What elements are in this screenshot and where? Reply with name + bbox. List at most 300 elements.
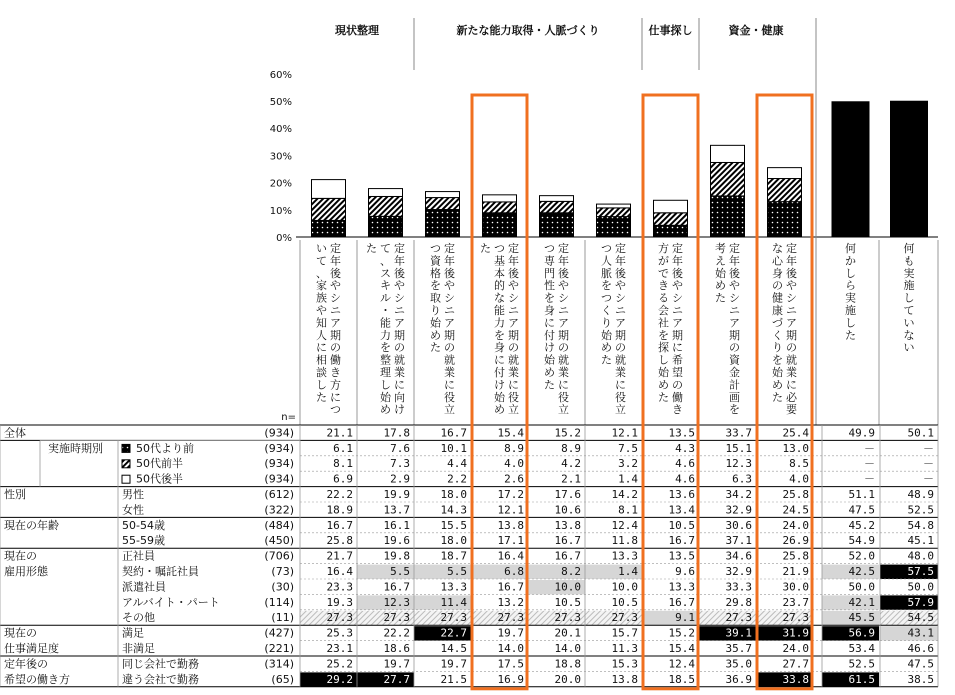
bar-segment: [483, 195, 517, 202]
cell-value: 27.3: [440, 611, 467, 625]
bar-segment: [711, 162, 745, 195]
cell-value: 18.7: [440, 549, 467, 563]
cell-value: 8.1: [618, 503, 638, 517]
column-label-char: を: [544, 291, 555, 305]
column-label-char: 始: [772, 366, 783, 379]
column-label-char: る: [658, 291, 669, 305]
column-label-char: め: [380, 403, 391, 417]
cell-value: 13.2: [497, 595, 524, 609]
cell-value: 16.9: [497, 672, 524, 686]
column-label-char: 談: [316, 366, 327, 379]
cell-value: 13.7: [383, 503, 410, 517]
column-label-char: り: [430, 304, 441, 317]
bar-segment: [426, 210, 460, 237]
column-label-char: え: [715, 254, 726, 268]
cell-value: 30.0: [782, 580, 809, 594]
cell-value: 5.5: [447, 565, 467, 578]
cell-value: 49.9: [848, 426, 875, 440]
column-label-char: め: [772, 378, 783, 392]
cell-value: 19.3: [326, 595, 353, 609]
column-label-char: の: [615, 341, 626, 355]
column-label-char: 健: [772, 291, 783, 305]
column-label-char: ア: [558, 316, 569, 330]
cell-value: 7.6: [390, 441, 410, 455]
cell-value: 36.9: [725, 672, 752, 686]
cell-value: 17.8: [383, 426, 410, 440]
cell-value: 23.1: [326, 642, 353, 655]
column-label-char: 実: [903, 266, 915, 280]
column-label-char: 画: [729, 390, 740, 404]
column-label-char: い: [316, 242, 327, 255]
cell-value: 18.9: [326, 503, 353, 517]
column-label-char: 就: [444, 353, 455, 367]
row-category: 現在の年齢: [4, 518, 59, 532]
cell-value: 1.4: [618, 472, 638, 486]
column-label-char: 向: [394, 390, 405, 404]
column-label-char: 定: [786, 242, 797, 255]
cell-value: 19.7: [383, 657, 410, 671]
bar-segment: [597, 204, 631, 208]
column-label-char: 探: [658, 341, 669, 355]
row-category: 全体: [4, 426, 26, 440]
cell-value: 22.2: [326, 488, 353, 501]
column-label-char: り: [601, 316, 612, 330]
column-label-char: に: [544, 316, 555, 330]
column-label-char: 能: [380, 316, 391, 330]
column-label-char: ア: [672, 316, 683, 330]
bar-segment: [654, 225, 688, 237]
column-label-char: 年: [729, 254, 740, 268]
cell-value: 23.7: [782, 595, 809, 609]
cell-value: 16.7: [383, 580, 410, 594]
column-label-char: 社: [658, 316, 669, 330]
row-label: 50-54歳: [122, 518, 165, 532]
cell-value: 10.0: [611, 580, 638, 594]
column-label-char: 整: [380, 353, 391, 367]
column-label-char: つ: [601, 291, 612, 305]
row-label: 正社員: [122, 549, 155, 563]
cell-value: 13.5: [668, 426, 695, 440]
column-label-char: 期: [672, 328, 683, 342]
column-label: [316, 242, 342, 416]
cell-value: 4.0: [789, 472, 809, 486]
cell-value: 20.0: [554, 672, 581, 686]
column-label-char: け: [544, 341, 555, 355]
column-label-char: く: [772, 328, 783, 342]
column-label-char: 始: [601, 328, 612, 342]
column-label-char: 性: [544, 279, 555, 293]
cell-value: 45.1: [907, 534, 934, 548]
column-label-char: ニ: [394, 304, 405, 317]
column-label-char: シ: [672, 291, 683, 305]
cell-value: 61.5: [848, 672, 875, 686]
column-label-char: 能: [494, 304, 505, 317]
cell-value: 18.6: [383, 642, 410, 655]
column-label-char: 後: [786, 266, 797, 280]
cell-value: 16.7: [554, 534, 581, 548]
cell-value: 39.1: [725, 626, 752, 640]
cell-value: 10.5: [554, 595, 581, 609]
cell-value: 50.0: [907, 580, 934, 594]
cell-value: 27.7: [383, 672, 410, 686]
column-label-char: 脈: [601, 266, 612, 280]
row-n: (11): [271, 611, 294, 625]
cell-value: 24.0: [782, 518, 809, 532]
cell-value: 33.3: [725, 580, 752, 594]
cell-value: 2.9: [390, 472, 410, 486]
column-label-char: り: [772, 341, 783, 355]
cell-value: 19.9: [383, 488, 410, 501]
cell-value: 27.3: [725, 611, 752, 625]
column-label-char: 就: [786, 353, 797, 367]
cell-value: 18.8: [554, 657, 581, 671]
column-label-char: 格: [430, 266, 441, 280]
column-label-char: た: [715, 291, 726, 305]
cell-value: 9.1: [675, 611, 695, 625]
row-n: (314): [264, 657, 294, 671]
bar-segment: [597, 217, 631, 237]
cell-value: 13.4: [668, 503, 695, 517]
column-label-char: や: [615, 279, 626, 293]
cell-value: 13.3: [611, 549, 638, 563]
cell-value: 19.6: [383, 534, 410, 548]
column-label-char: め: [430, 328, 441, 342]
bar-segment: [426, 192, 460, 198]
column-label-char: 付: [544, 328, 555, 342]
cell-value: 43.1: [907, 626, 934, 640]
column-label-char: 期: [786, 328, 797, 342]
column-label-char: た: [658, 390, 669, 404]
column-label-char: め: [494, 403, 505, 417]
column-label-char: 会: [658, 304, 669, 317]
column-label-char: の: [772, 279, 783, 293]
column-label-char: 立: [444, 403, 455, 417]
column-label-char: 後: [558, 266, 569, 280]
cell-value: 21.9: [782, 565, 809, 578]
row-label: 派遣社員: [122, 580, 166, 594]
cell-value: －: [864, 457, 875, 471]
cell-value: 57.5: [907, 565, 934, 578]
cell-value: 16.7: [440, 426, 467, 440]
column-label-char: 後: [615, 266, 626, 280]
column-label-char: 知: [316, 316, 327, 330]
cell-value: 8.1: [333, 457, 353, 471]
column-label-char: 就: [508, 353, 519, 367]
column-label-char: ニ: [444, 304, 455, 317]
cell-value: 13.5: [668, 549, 695, 563]
cell-value: 15.7: [611, 626, 638, 640]
cell-value: 8.2: [561, 565, 581, 578]
column-label-char: 年: [672, 254, 683, 268]
cell-value: 56.9: [848, 626, 875, 640]
cell-value: 27.3: [554, 611, 581, 625]
column-label-char: 実: [845, 291, 856, 305]
cell-value: 4.2: [561, 457, 581, 471]
cell-value: 17.2: [497, 488, 524, 501]
cell-value: 27.3: [611, 611, 638, 625]
column-label-char: 人: [316, 328, 327, 342]
column-label-char: 期: [558, 328, 569, 342]
column-label-char: つ: [544, 242, 555, 255]
column-label-char: 何: [845, 242, 856, 255]
cell-value: 32.9: [725, 565, 752, 578]
cell-value: 15.1: [725, 441, 752, 455]
column-label-char: 就: [394, 353, 405, 367]
row-n: (934): [264, 426, 294, 440]
cell-value: 14.0: [554, 642, 581, 655]
cell-value: 54.8: [907, 518, 934, 532]
column-label-char: や: [508, 279, 519, 293]
cell-value: 27.3: [782, 611, 809, 625]
row-label: 非満足: [122, 642, 155, 655]
cell-value: 51.1: [848, 488, 875, 501]
column-label-char: 期: [508, 328, 519, 342]
column-label-char: の: [394, 341, 405, 355]
column-label-char: 業: [558, 366, 569, 379]
cell-value: 13.8: [554, 518, 581, 532]
column-label-char: め: [715, 279, 726, 293]
column-label-char: 年: [444, 254, 455, 268]
column-label-char: 期: [330, 328, 341, 342]
column-label-char: た: [480, 242, 491, 255]
cell-value: 29.2: [326, 672, 353, 686]
cell-value: 21.7: [326, 549, 353, 563]
row-label: 満足: [122, 626, 144, 640]
cell-value: 16.7: [668, 534, 695, 548]
column-label-char: の: [508, 341, 519, 355]
column-label-char: 何: [903, 242, 915, 255]
column-label-char: 取: [430, 291, 441, 305]
column-label-char: に: [615, 378, 626, 392]
cell-value: 34.6: [725, 549, 752, 563]
column-label-char: を: [494, 328, 505, 342]
column-label-char: 定: [508, 242, 519, 255]
cell-value: 13.3: [668, 580, 695, 594]
group-label: 新たな能力取得・人脈づくり: [456, 24, 600, 37]
column-label-char: 力: [380, 328, 391, 342]
column-label-char: ア: [615, 316, 626, 330]
column-label-char: 計: [729, 378, 740, 392]
cell-value: 16.7: [668, 595, 695, 609]
cell-value: 33.8: [782, 672, 809, 686]
cell-value: 2.6: [504, 472, 524, 486]
column-label-char: 康: [772, 304, 783, 317]
column-label-char: 年: [786, 254, 797, 268]
cell-value: 5.5: [390, 565, 410, 578]
column-label-char: 後: [729, 266, 740, 280]
column-label-char: 始: [544, 353, 555, 367]
cell-value: 18.5: [668, 672, 695, 686]
column-label-char: や: [558, 279, 569, 293]
bar-segment: [540, 196, 574, 202]
row-n: (612): [264, 488, 294, 501]
column-label-char: 役: [615, 390, 626, 404]
bar-segment: [426, 198, 460, 210]
column-label-char: シ: [330, 291, 341, 305]
column-label-char: 始: [494, 390, 505, 404]
column-label-char: 期: [615, 328, 626, 342]
column-label-char: の: [558, 341, 569, 355]
row-category: 実施時期別: [48, 441, 103, 455]
cell-value: 7.3: [390, 457, 410, 471]
y-tick-label: 50%: [269, 97, 292, 108]
column-label-char: に: [558, 378, 569, 392]
column-label-char: ア: [394, 316, 405, 330]
column-label-char: 希: [672, 353, 683, 367]
column-label-char: た: [772, 390, 783, 404]
column-label-char: を: [772, 353, 783, 367]
cell-value: －: [923, 457, 934, 471]
row-n: (484): [264, 518, 294, 532]
cell-value: 25.2: [326, 657, 353, 671]
cell-value: 24.5: [782, 503, 809, 517]
cell-value: 15.2: [668, 626, 695, 640]
row-n: (934): [264, 472, 294, 486]
cell-value: 17.6: [554, 488, 581, 501]
column-label-char: に: [508, 378, 519, 392]
column-label-char: に: [316, 341, 327, 355]
column-label-char: 始: [658, 366, 669, 379]
cell-value: 2.1: [561, 472, 581, 486]
legend-swatch: [122, 475, 130, 483]
column-label-char: キ: [380, 279, 391, 293]
legend-swatch: [122, 460, 130, 468]
cell-value: 52.5: [907, 503, 934, 517]
column-label-char: づ: [772, 316, 783, 330]
column-label-char: を: [380, 341, 391, 355]
cell-value: 12.3: [383, 595, 410, 609]
row-n: (706): [264, 549, 294, 563]
cell-value: 33.7: [725, 426, 752, 440]
column-label-char: 働: [672, 390, 683, 404]
bar-segment: [768, 168, 802, 179]
column-label-char: 、: [316, 266, 327, 280]
column-label-char: ス: [380, 266, 391, 280]
column-label-char: な: [903, 328, 915, 342]
row-n: (114): [264, 595, 294, 609]
cell-value: 15.4: [668, 642, 695, 655]
column-label-char: ・: [380, 304, 391, 317]
column-label-char: た: [601, 353, 612, 367]
cell-value: 12.4: [611, 518, 638, 532]
column-label-char: 定: [729, 242, 740, 255]
column-label-char: 業: [615, 366, 626, 379]
cell-value: 14.0: [497, 642, 524, 655]
cell-value: 20.1: [554, 626, 581, 640]
column-label-char: ニ: [615, 304, 626, 317]
column-label-char: に: [494, 353, 505, 367]
row-n: (934): [264, 441, 294, 455]
column-label-char: や: [729, 279, 740, 293]
bar-segment: [483, 213, 517, 237]
row-label: 同じ会社で勤務: [122, 657, 199, 671]
cell-value: 10.6: [554, 503, 581, 517]
cell-value: －: [923, 441, 934, 455]
column-label-char: て: [316, 254, 327, 268]
column-label-char: 定: [672, 242, 683, 255]
column-label-char: 身: [494, 341, 505, 355]
cell-value: 14.3: [440, 503, 467, 517]
cell-value: 42.5: [848, 565, 875, 578]
column-label-char: 基: [494, 254, 505, 268]
cell-value: 38.5: [907, 672, 934, 686]
cell-value: 25.8: [326, 534, 353, 548]
column-label-char: つ: [494, 242, 505, 255]
column-label-char: 的: [494, 279, 505, 293]
cell-value: 17.5: [497, 657, 524, 671]
column-label-char: 役: [558, 390, 569, 404]
column-label: [366, 242, 406, 416]
cell-value: 17.1: [497, 534, 524, 548]
cell-value: 54.5: [907, 611, 934, 625]
bar: [890, 101, 928, 237]
cell-value: 18.0: [440, 488, 467, 501]
cell-value: 25.8: [782, 488, 809, 501]
column-label-char: シ: [558, 291, 569, 305]
row-label: アルバイト・パート: [122, 595, 220, 609]
bar-segment: [768, 202, 802, 237]
cell-value: 1.4: [618, 565, 638, 578]
column-label-char: シ: [444, 291, 455, 305]
column-label-char: 、: [380, 254, 391, 268]
cell-value: 12.3: [725, 457, 752, 471]
cell-value: 4.6: [675, 457, 695, 471]
column-label-char: 後: [444, 266, 455, 280]
cell-value: 45.5: [848, 611, 875, 625]
column-label-char: 力: [494, 316, 505, 330]
column-label-char: シ: [729, 291, 740, 305]
cell-value: 11.8: [611, 534, 638, 548]
column-label-char: 資: [430, 254, 441, 268]
column-label-char: く: [601, 304, 612, 317]
cell-value: 12.1: [497, 503, 524, 517]
cell-value: 26.9: [782, 534, 809, 548]
group-label: 資金・健康: [728, 24, 784, 37]
cell-value: 11.4: [440, 595, 467, 609]
cell-value: －: [864, 472, 875, 486]
cell-value: 13.3: [440, 580, 467, 594]
cell-value: 25.3: [326, 626, 353, 640]
column-label-char: 業: [786, 366, 797, 379]
column-label-char: 立: [615, 403, 626, 417]
column-label-char: 役: [444, 390, 455, 404]
cell-value: 11.3: [611, 642, 638, 655]
bar-segment: [312, 180, 346, 199]
row-label: 50代より前: [136, 441, 194, 455]
cell-value: 25.4: [782, 426, 809, 440]
column-label-char: 役: [508, 390, 519, 404]
row-n: (30): [271, 580, 294, 594]
column-label-char: ア: [444, 316, 455, 330]
cell-value: 27.3: [497, 611, 524, 625]
column-label-char: 期: [444, 328, 455, 342]
group-label: 仕事探し: [648, 24, 693, 37]
column-label-char: を: [658, 328, 669, 342]
cell-value: 6.9: [333, 472, 353, 486]
cell-value: 6.3: [732, 472, 752, 486]
cell-value: 27.3: [326, 611, 353, 625]
row-category: 定年後の: [4, 657, 48, 671]
column-label-char: き: [330, 366, 341, 379]
bar-segment: [711, 196, 745, 237]
column-label-char: た: [544, 378, 555, 392]
column-label-char: 定: [615, 242, 626, 255]
column-label-char: 理: [380, 366, 391, 379]
column-label-char: 本: [494, 266, 505, 280]
column-label-char: 年: [394, 254, 405, 268]
row-n: (934): [264, 457, 294, 471]
cell-value: 47.5: [907, 657, 934, 671]
